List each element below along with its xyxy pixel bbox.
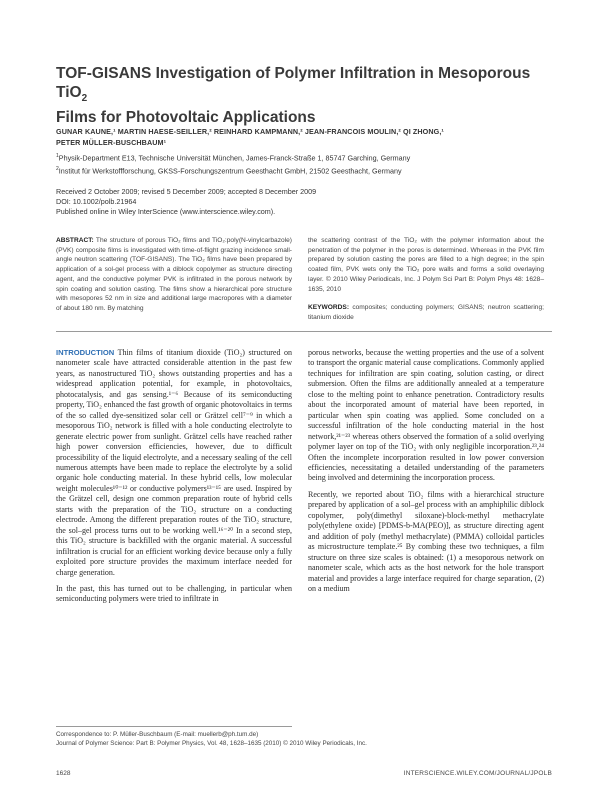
doi[interactable]: DOI: 10.1002/polb.21964	[56, 197, 137, 206]
intro-paragraph-1	[56, 348, 292, 578]
intro-paragraph-2: In the past, this has turned out to be challenging, in particular when semiconducting polymers were tried to infiltrate in	[56, 583, 292, 604]
body-column-right	[308, 348, 544, 600]
abstract-heading: ABSTRACT:	[56, 237, 94, 244]
title-line1: TOF-GISANS Investigation of Polymer Infiltration in Mesoporous TiO	[56, 65, 531, 101]
page-number: 1628	[56, 770, 71, 777]
affiliation-1: $^1$Physik-Department E13, Technische Universität München, James-Franck-Straße 1, 85747 Garching, Germany	[56, 153, 411, 163]
intro-text-1: Thin films of titanium dioxide (TiO₂) structured on nanometer scale have attracted considerable attention in the past few years, as nanostructured TiO₂ shows outstanding properties and has a widespread application potential, for example, in photovoltaics, photocatalysis, and gas sensing.¹⁻⁶ Because of its semiconducting property, TiO₂ enhanced the fast growth of organic photovoltaics in terms of the so called dye-sensitized solar cell or Grätzel cell⁷⁻⁹ in which a mesoporous TiO₂ network is filled with a hole conducting electrolyte to generate electric power from sunlight. Grätzel cells have reached rather high power conversion efficiencies, however, due to difficult processibility of the liquid electrolyte, and a necessary sealing of the cell numerous attempts have been made to replace the electrolyte by a solid organic hole conducting material. In these hybrid cells, low molecular weight molecules¹⁰⁻¹² or conductive polymers¹³⁻¹⁵ are used. Inspired by the Grätzel cell, design one common preparation route of hybrid cells starts with the preparation of the TiO₂ structure on a conducting electrode. Among the different preparation routes of the TiO₂ structure, the sol–gel process turns out to be working well.¹⁶⁻²⁰ In a second step, this TiO₂ structure is backfilled with the organic material. A successful infiltration is crucial for an efficient working device because only a fully exploited pore structure provides the maximum interface needed for charge generation.	[56, 348, 293, 577]
keywords-text: composites; conducting polymers; GISANS; neutron scattering; titanium dioxide	[308, 304, 544, 321]
correspondence: Correspondence to: P. Müller-Buschbaum (E-mail: muellerb@ph.tum.de)	[56, 731, 259, 738]
intro-paragraph-3: porous networks, because the wetting properties and the use of a solvent to transport the organic material cause complications. Commonly applied techniques for infiltration are spin coating, solution casting, or direct submersion. Often the films are additionally annealed at a temperature close to the melting point to enhance penetration. Contradictory results about the incorporated amount of material have been reported, in particular when spin coating was applied. Some concluded on a successful infiltration of the hole conducting material in the host network,²¹⁻²³ whereas others observed the formation of a solid overlying polymer layer on top of the TiO₂ with only negligible incorporation.²³,²⁴ Often the incomplete incorporation resulted in low power conversion efficiencies, necessitating a detailed understanding of the parameters being involved and determining the incorporation process.	[308, 348, 544, 483]
intro-paragraph-4: Recently, we reported about TiO₂ films with a hierarchical structure prepared by application of a sol–gel process with an amphiphilic diblock copolymer, poly(dimethyl siloxane)-block-methyl methacrylate poly(ethylene oxide) [PDMS-b-MA(PEO)], as structure directing agent and addition of poly (methyl methacrylate) (PMMA) colloidal particles as microstructure template.²⁵ By combing these two techniques, a film structure on three size scales is obtained: (1) a mesoporous network on nanometer scale, which acts as the host network for the hole transport material and provides a large interface required for charge separation, (2) on a medium	[308, 489, 544, 593]
abstract-left	[56, 236, 292, 314]
affiliation-2: $^2$Institut für Werkstoffforschung, GKSS-Forschungszentrum Geesthacht GmbH, 21502 Geesthacht, Germany	[56, 166, 402, 176]
received-dates: Received 2 October 2009; revised 5 December 2009; accepted 8 December 2009	[56, 187, 317, 196]
authors-line1: GUNAR KAUNE,¹ MARTIN HAESE-SEILLER,² REINHARD KAMPMANN,² JEAN-FRANCOIS MOULIN,² QI ZHONG,¹	[56, 127, 444, 136]
section-divider	[56, 331, 552, 332]
author-list	[56, 126, 556, 148]
footnote-divider	[56, 726, 292, 727]
abstract-text-left: The structure of porous TiO₂ films and TiO₂:poly(N-vinylcarbazole) (PVK) composite films is investigated with time-of-flight grazing incidence small-angle neutron scattering (TOF-GISANS). The TiO₂ films have been prepared by application of a sol-gel process with a diblock copolymer as structure directing agent, and the conductive polymer PVK is infiltrated in the porous network by spin coating and solution casting. The films show a hierarchical pore structure with mesopores 52 nm in size and additional large macropores with a diameter of about 180 nm. By matching	[56, 237, 292, 312]
authors-line2: PETER MÜLLER-BUSCHBAUM¹	[56, 138, 167, 147]
title-subscript: 2	[81, 93, 88, 105]
keywords	[308, 303, 544, 322]
footnotes	[56, 730, 552, 748]
publication-dates	[56, 187, 556, 217]
journal-citation: Journal of Polymer Science: Part B: Polymer Physics, Vol. 48, 1628–1635 (2010) © 2010 Wiley Periodicals, Inc.	[56, 740, 367, 747]
abstract-text-right: the scattering contrast of the TiO₂ with the polymer information about the penetration of the polymer in the pores is determined. Whereas in the PVK film prepared by solution casting the pores are filled to a high degree; in the spin coated film, PVK wets only the TiO₂ pore walls and forms a solid overlaying layer. © 2010 Wiley Periodicals, Inc. J Polym Sci Part B: Polym Phys 48: 1628–1635, 2010	[308, 237, 544, 293]
introduction-heading: INTRODUCTION	[56, 348, 115, 357]
abstract-right	[308, 236, 544, 323]
body-column-left	[56, 348, 292, 611]
journal-website[interactable]: INTERSCIENCE.WILEY.COM/JOURNAL/JPOLB	[403, 770, 552, 777]
published-online: Published online in Wiley InterScience (www.interscience.wiley.com).	[56, 207, 276, 216]
title-line2: Films for Photovoltaic Applications	[56, 109, 316, 127]
article-title	[56, 64, 536, 127]
keywords-heading: KEYWORDS:	[308, 304, 350, 312]
